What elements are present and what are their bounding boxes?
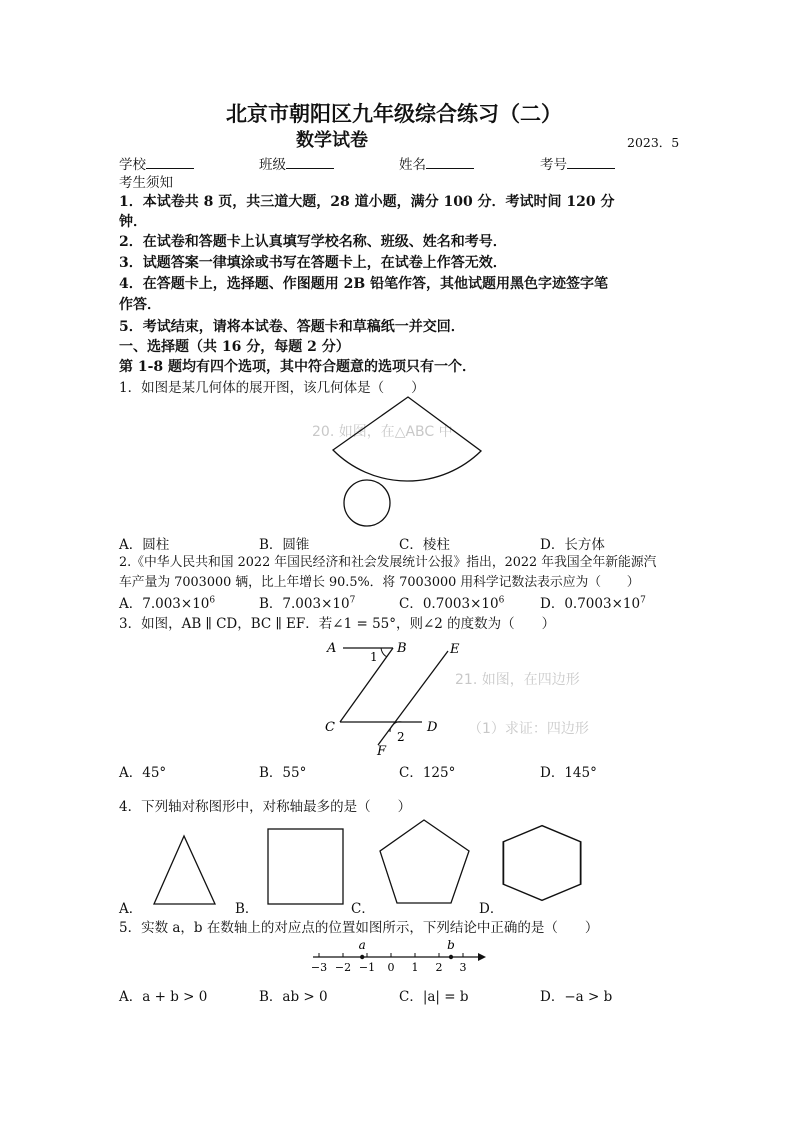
notice-item: 4．在答题卡上，选择题、作图题用 2B 铅笔作答，其他试题用黑色字迹签字笔	[119, 276, 609, 292]
label-b: b	[447, 938, 455, 952]
q3-option-a[interactable]: A．45°	[119, 765, 167, 781]
q4-option-c[interactable]: C．	[351, 901, 375, 917]
label-a: A	[327, 641, 337, 656]
label-e: E	[450, 642, 460, 657]
q2-option-d[interactable]: D．$0.7003\times 10^7$	[540, 595, 646, 612]
q1-watermark: 20. 如图，在△ABC 中	[312, 424, 453, 440]
axis-tick-label: 2	[435, 961, 443, 974]
q1-stem: 1．如图是某几何体的展开图，该几何体是（ ）	[119, 380, 425, 396]
q4-option-a[interactable]: A．	[119, 901, 143, 917]
q1-option-b[interactable]: B．圆锥	[259, 537, 310, 553]
q3-watermark-2: （1）求证：四边形	[468, 721, 589, 737]
q2-option-b[interactable]: B．$7.003\times 10^7$	[259, 595, 356, 612]
section-heading: 一、选择题（共 16 分，每题 2 分）	[119, 339, 350, 355]
axis-ticks	[311, 953, 467, 974]
q3-option-d[interactable]: D．145°	[540, 765, 597, 781]
axis-tick-label: −2	[334, 961, 352, 974]
q4-option-d[interactable]: D．	[479, 901, 504, 917]
q2-option-a[interactable]: A．$7.003\times 10^6$	[119, 595, 216, 612]
label-c: C	[325, 720, 335, 735]
field-school: 学校	[119, 153, 194, 173]
point-a	[360, 955, 364, 959]
field-exam-number: 考号	[540, 153, 615, 173]
notice-item: 2．在试卷和答题卡上认真填写学校名称、班级、姓名和考号．	[119, 234, 507, 250]
point-b	[449, 955, 453, 959]
axis-arrow	[478, 953, 486, 961]
q1-option-d[interactable]: D．长方体	[540, 537, 605, 553]
q3-stem: 3．如图，AB ∥ CD，BC ∥ EF．若∠1 = 55°，则∠2 的度数为（ ）	[119, 616, 556, 632]
notice-item: 钟．	[119, 214, 147, 230]
label-angle-2: 2	[397, 730, 405, 744]
q3-watermark: 21. 如图，在四边形	[455, 672, 580, 688]
field-name: 姓名	[399, 153, 474, 173]
q5-option-b[interactable]: B．ab > 0	[259, 989, 328, 1005]
field-class: 班级	[259, 153, 334, 173]
q2-stem-line2: 车产量为 7003000 辆，比上年增长 90.5%．将 7003000 用科学记数法表示应为（ ）	[119, 575, 640, 590]
notice-item: 1．本试卷共 8 页，共三道大题，28 道小题，满分 100 分．考试时间 120 分	[119, 194, 615, 210]
label-f: F	[377, 744, 387, 759]
q5-option-c[interactable]: C．|a| = b	[399, 989, 469, 1005]
q4-option-b[interactable]: B．	[235, 901, 259, 917]
exam-title: 北京市朝阳区九年级综合练习（二）	[226, 102, 562, 126]
label-a: a	[358, 938, 366, 952]
section-instruction: 第 1-8 题均有四个选项，其中符合题意的选项只有一个．	[119, 359, 477, 375]
q3-option-b[interactable]: B．55°	[259, 765, 307, 781]
exam-date: 2023．5	[627, 135, 680, 150]
notice-item: 作答．	[119, 297, 161, 313]
q2-option-c[interactable]: C．$0.7003\times 10^6$	[399, 595, 505, 612]
label-angle-1: 1	[370, 650, 378, 664]
notice-item: 5．考试结束，请将本试卷、答题卡和草稿纸一并交回．	[119, 319, 465, 335]
q5-stem: 5．实数 a，b 在数轴上的对应点的位置如图所示，下列结论中正确的是（ ）	[119, 920, 599, 936]
label-b: B	[397, 641, 407, 656]
q4-stem: 4．下列轴对称图形中，对称轴最多的是（ ）	[119, 799, 412, 815]
notice-item: 3．试题答案一律填涂或书写在答题卡上，在试卷上作答无效．	[119, 255, 507, 271]
axis-tick-label: 0	[387, 961, 395, 974]
axis-tick-label: 3	[459, 961, 467, 974]
q5-option-d[interactable]: D．−a > b	[540, 989, 613, 1005]
q3-option-c[interactable]: C．125°	[399, 765, 456, 781]
exam-subtitle: 数学试卷	[296, 130, 368, 151]
q1-option-a[interactable]: A．圆柱	[119, 537, 170, 553]
notice-heading: 考生须知	[119, 175, 173, 191]
axis-tick-label: 1	[411, 961, 419, 974]
axis-tick-label: −1	[358, 961, 376, 974]
label-d: D	[427, 720, 438, 735]
q5-option-a[interactable]: A．a + b > 0	[119, 989, 208, 1005]
q2-stem-line1: 2.《中华人民共和国 2022 年国民经济和社会发展统计公报》指出，2022 年我国全年新能源汽	[119, 555, 657, 570]
q1-option-c[interactable]: C．棱柱	[399, 537, 450, 553]
axis-tick-label: −3	[310, 961, 328, 974]
